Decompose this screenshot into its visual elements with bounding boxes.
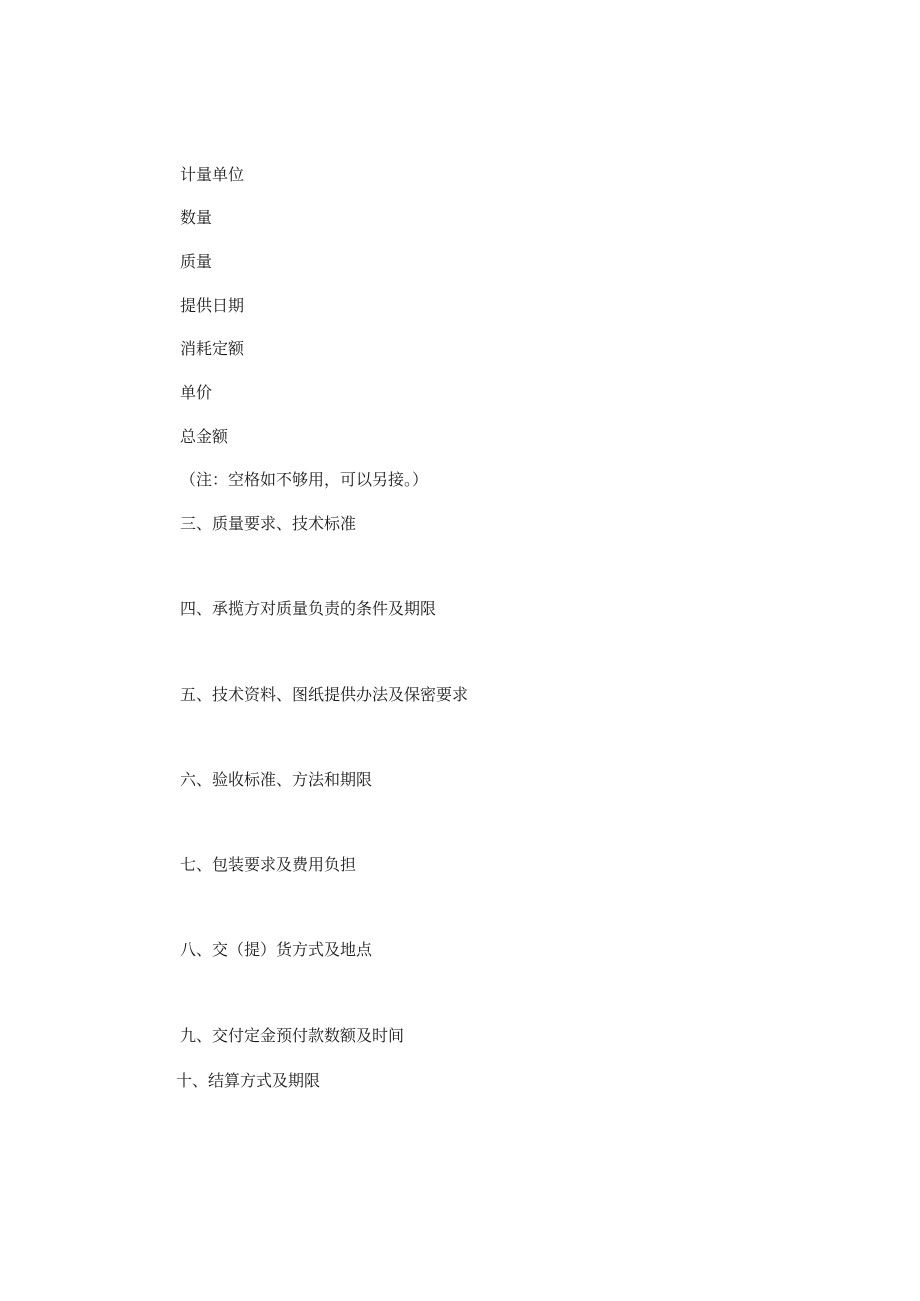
- section-8-heading: 八、交（提）货方式及地点: [180, 940, 373, 959]
- section-4-heading: 四、承揽方对质量负责的条件及期限: [180, 599, 437, 618]
- field-quality: 质量: [180, 252, 213, 271]
- section-5-heading: 五、技术资料、图纸提供办法及保密要求: [180, 685, 469, 704]
- field-total-amount: 总金额: [180, 427, 229, 446]
- field-quantity: 数量: [180, 208, 213, 227]
- section-10-heading: 十、结算方式及期限: [176, 1071, 321, 1090]
- field-consumption-quota: 消耗定额: [180, 339, 245, 358]
- section-3-heading: 三、质量要求、技术标准: [180, 514, 357, 533]
- field-unit-price: 单价: [180, 383, 213, 402]
- table-note: （注：空格如不够用，可以另接。）: [180, 470, 429, 489]
- section-6-heading: 六、验收标准、方法和期限: [180, 770, 373, 789]
- field-unit: 计量单位: [180, 165, 245, 184]
- section-9-heading: 九、交付定金预付款数额及时间: [180, 1026, 405, 1045]
- section-7-heading: 七、包装要求及费用负担: [180, 855, 357, 874]
- field-supply-date: 提供日期: [180, 296, 245, 315]
